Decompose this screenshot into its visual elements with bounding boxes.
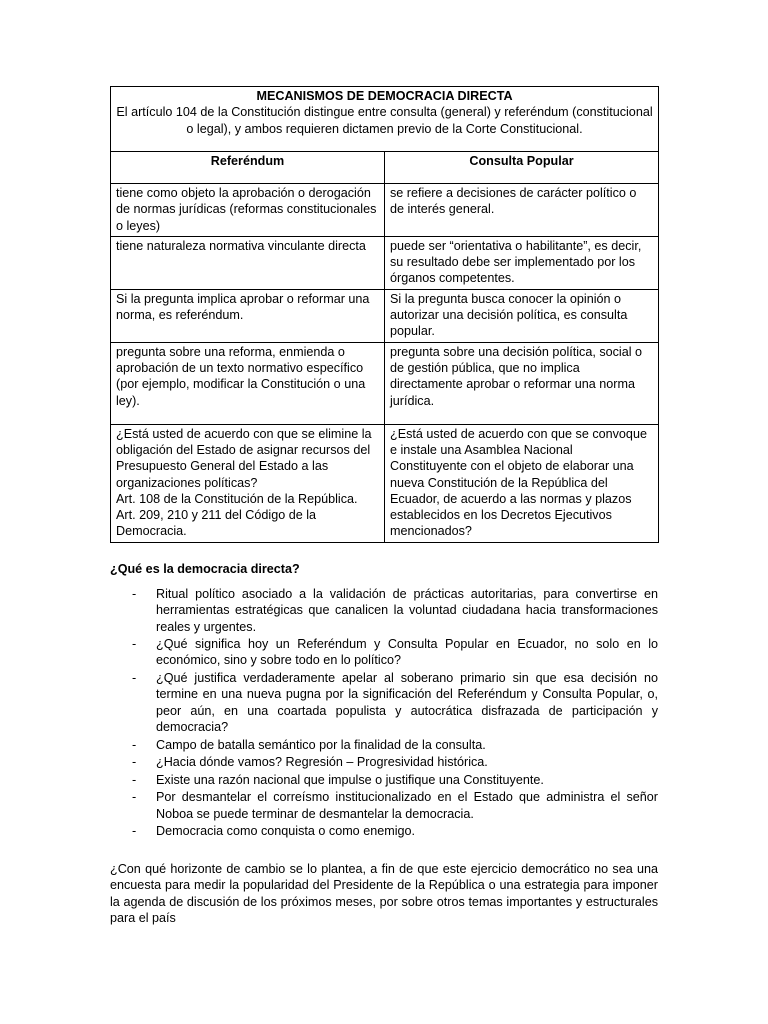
table-cell-left: Si la pregunta implica aprobar o reformar una norma, es referéndum. bbox=[111, 289, 385, 342]
table-cell-right: pregunta sobre una decisión política, social o de gestión pública, que no implica directamente aprobar o reformar una norma jurídica. bbox=[385, 342, 659, 424]
list-item-text: ¿Hacia dónde vamos? Regresión – Progresividad histórica. bbox=[156, 755, 488, 770]
dash-bullet: - bbox=[132, 772, 137, 787]
list-item bbox=[110, 737, 658, 753]
closing-paragraph: ¿Con qué horizonte de cambio se lo plantea, a fin de que este ejercicio democrático no sea una encuesta para medir la popularidad del Presidente de la República o una estrategia para imponer la agenda de discusión de los próximos meses, por sobre otros temas importantes y estructurales para el país bbox=[110, 862, 658, 925]
table-cell-left: tiene como objeto la aprobación o derogación de normas jurídicas (reformas constitucionales o leyes) bbox=[111, 184, 385, 237]
column-header-referendum: Referéndum bbox=[111, 152, 385, 184]
section-title: ¿Qué es la democracia directa? bbox=[110, 562, 300, 576]
example-question-referendum: ¿Está usted de acuerdo con que se elimine la obligación del Estado de asignar recursos del Presupuesto General del Estado a las organizaciones políticas? bbox=[116, 426, 372, 490]
list-item-text: Democracia como conquista o como enemigo. bbox=[156, 824, 415, 839]
table-row bbox=[111, 289, 659, 342]
list-item bbox=[110, 636, 658, 669]
mechanisms-table bbox=[110, 86, 659, 543]
list-item bbox=[110, 586, 658, 635]
example-question-consulta: ¿Está usted de acuerdo con que se convoque e instale una Asamblea Nacional Constituyente con el objeto de elaborar una nueva Constitución de la República del Ecuador, de acuerdo a las normas y plazos establecidos en los Decretos Ejecutivos mencionados? bbox=[390, 426, 647, 539]
column-header-consulta-popular: Consulta Popular bbox=[385, 152, 659, 184]
dash-bullet: - bbox=[132, 587, 137, 601]
table-title: MECANISMOS DE DEMOCRACIA DIRECTA bbox=[256, 89, 513, 103]
table-cell-right: puede ser “orientativa o habilitante”, es decir, su resultado debe ser implementado por los órganos competentes. bbox=[385, 236, 659, 289]
table-cell-right: se refiere a decisiones de carácter político o de interés general. bbox=[385, 184, 659, 237]
dash-bullet: - bbox=[132, 824, 137, 839]
table-cell-right: Si la pregunta busca conocer la opinión o autorizar una decisión política, es consulta popular. bbox=[385, 289, 659, 342]
table-row bbox=[111, 424, 659, 542]
list-item-text: Campo de batalla semántico por la finalidad de la consulta. bbox=[156, 737, 486, 752]
table-header-cell bbox=[111, 87, 659, 152]
dash-bullet: - bbox=[132, 790, 137, 805]
legal-reference: Art. 108 de la Constitución de la República. Art. 209, 210 y 211 del Código de la Democracia. bbox=[116, 491, 358, 539]
table-cell-left: pregunta sobre una reforma, enmienda o aprobación de un texto normativo específico (por ejemplo, modificar la Constitución o una ley). bbox=[111, 342, 385, 424]
table-cell-left bbox=[111, 424, 385, 542]
list-item-text: ¿Qué significa hoy un Referéndum y Consulta Popular en Ecuador, no solo en lo económico, sino y sobre todo en lo político? bbox=[156, 637, 658, 668]
dash-bullet: - bbox=[132, 637, 137, 652]
list-item bbox=[110, 823, 658, 839]
list-item-text: ¿Qué justifica verdaderamente apelar al soberano primario sin que esa decisión no termine en una nueva pugna por la significación del Referéndum y Consulta Popular, o, peor aún, en una coartada populista y autocrática disfrazada de participación y democracia? bbox=[156, 671, 658, 734]
list-item bbox=[110, 772, 658, 788]
table-cell-left: tiene naturaleza normativa vinculante directa bbox=[111, 236, 385, 289]
table-row bbox=[111, 184, 659, 237]
table-cell-right bbox=[385, 424, 659, 542]
list-item-text: Por desmantelar el correísmo institucionalizado en el Estado que administra el señor Noboa se puede terminar de desmantelar la democracia. bbox=[156, 790, 658, 821]
bullet-list bbox=[110, 586, 658, 841]
list-item bbox=[110, 789, 658, 822]
list-item bbox=[110, 754, 658, 770]
table-subtitle: El artículo 104 de la Constitución distingue entre consulta (general) y referéndum (constitucional o legal), y ambos requieren dictamen previo de la Corte Constitucional. bbox=[116, 105, 653, 136]
table-column-header-row bbox=[111, 152, 659, 184]
table-row bbox=[111, 342, 659, 424]
table-row bbox=[111, 236, 659, 289]
list-item-text: Existe una razón nacional que impulse o justifique una Constituyente. bbox=[156, 772, 544, 787]
list-item bbox=[110, 670, 658, 735]
dash-bullet: - bbox=[132, 755, 137, 770]
table-header-row bbox=[111, 87, 659, 152]
dash-bullet: - bbox=[132, 671, 137, 686]
dash-bullet: - bbox=[132, 737, 137, 752]
list-item-text: Ritual político asociado a la validación de prácticas autoritarias, para convertirse en herramientas estratégicas que canalicen la voluntad ciudadana hacia transformaciones reales y urgentes. bbox=[156, 587, 658, 634]
